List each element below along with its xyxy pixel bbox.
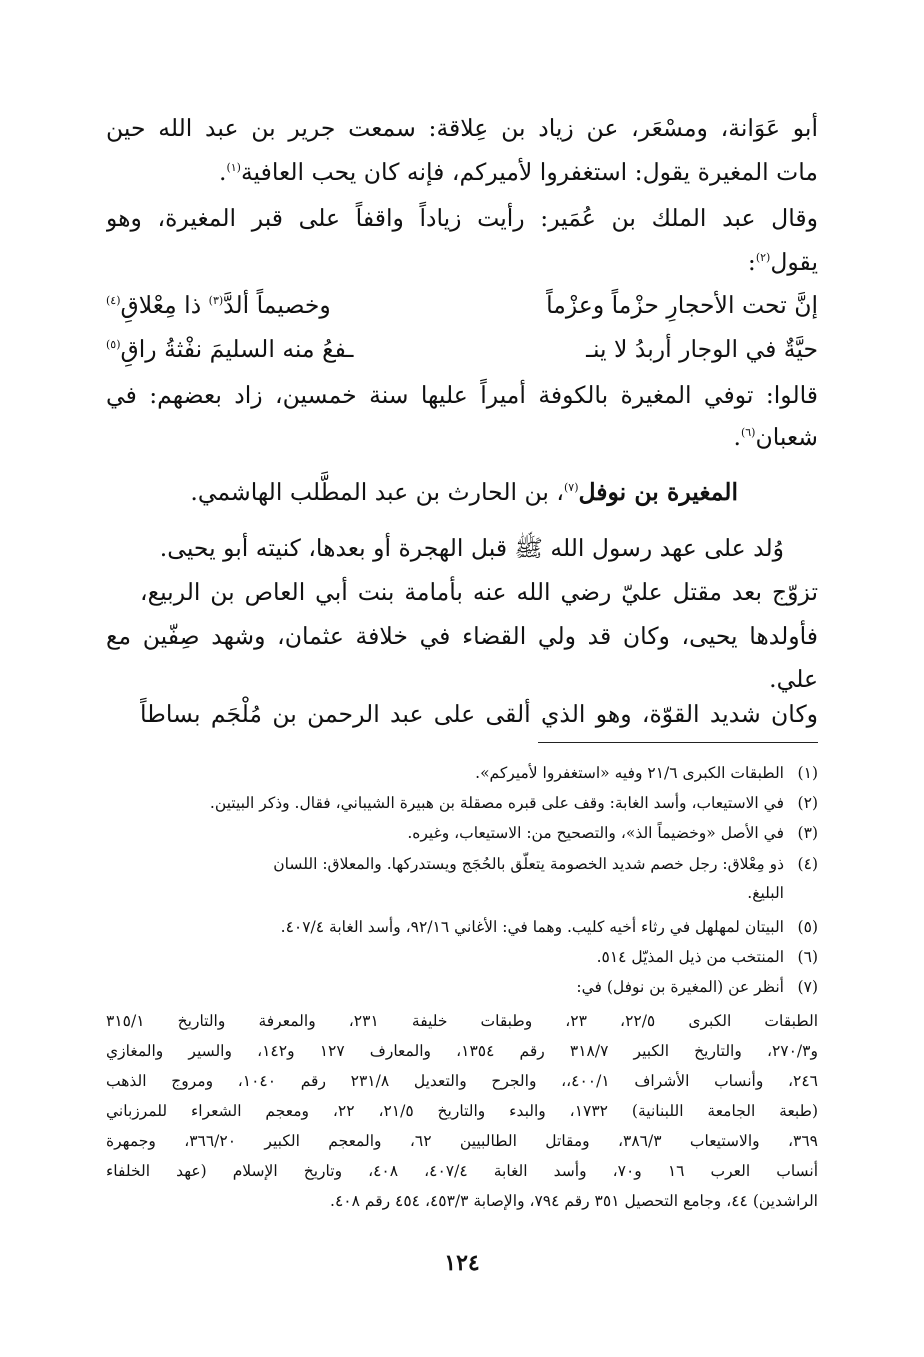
footnote-continuation: ٢٤٦، وأنساب الأشراف ٤٠٠/١،، والجرح والتعديل ٢٣١/٨ رقم ١٠٤٠، ومروج الذهب: [106, 1072, 818, 1090]
verse-second-hemistich: وخصيماً ألدَّ$^{(٣)}$ ذا مِعْلاقِ$^{(٤)}$: [106, 291, 331, 319]
footnote-ref: (٧): [563, 481, 579, 495]
footnote-ref: (٣): [208, 294, 224, 308]
footnote-ref: (٦): [740, 426, 756, 440]
body-line: وكان شديد القوّة، وهو الذي ألقى على عبد الرحمن بن مُلْجَم بساطاً: [140, 700, 818, 728]
footnote: (٤)ذو مِعْلاق: رجل خصم شديد الخصومة يتعلّق بالحُجَج ويستدركها. والمعلاق: اللسان: [273, 855, 818, 873]
footnote-separator: [538, 742, 818, 743]
entry-name: المغيرة بن نوفل: [578, 478, 738, 506]
body-line: وقال عبد الملك بن عُمَير: رأيت زياداً واقفاً على قبر المغيرة، وهو: [106, 204, 818, 232]
footnote-continuation: أنساب العرب ١٦ و٧٠، وأسد الغابة ٤٠٧/٤، ٤٠٨، وتاريخ الإسلام (عهد الخلفاء: [106, 1162, 818, 1180]
footnote: (٦)المنتخب من ذيل المذيّل ٥١٤.: [596, 948, 818, 966]
verse-second-hemistich: ـفعُ منه السليمَ نفْثةُ راقِ$^{(٥)}$: [106, 335, 354, 363]
footnote: (٥)البيتان لمهلهل في رثاء أخيه كليب. وهما في: الأغاني ٩٢/١٦، وأسد الغابة ٤٠٧/٤.: [280, 918, 818, 936]
footnote-continuation: الراشدين) ٤٤، وجامع التحصيل ٣٥١ رقم ٧٩٤، والإصابة ٤٥٣/٣، ٤٥٤ رقم ٤٠٨.: [330, 1192, 818, 1210]
footnote-ref: (٤): [106, 294, 121, 308]
footnote-continuation: ٣٦٩، والاستيعاب ٣٨٦/٣، ومقاتل الطالبيين ٦٢، والمعجم الكبير ٣٦٦/٢٠، وجمهرة: [106, 1132, 818, 1150]
footnote-continuation: (طبعة الجامعة اللبنانية) ١٧٣٢، والبدء والتاريخ ٢١/٥، ٢٢، ومعجم الشعراء للمرزباني: [106, 1102, 818, 1120]
body-line: مات المغيرة يقول: استغفروا لأميركم، فإنه كان يحب العافية$^{(١)}$.: [218, 158, 818, 186]
body-line: تزوّج بعد مقتل عليّ رضي الله عنه بأمامة بنت أبي العاص بن الربيع،: [140, 578, 818, 606]
footnote: (٣)في الأصل «وخضيماً الذ»، والتصحيح من: الاستيعاب، وغيره.: [407, 824, 818, 842]
footnote-continuation: و٢٧٠/٣، والتاريخ الكبير ٣١٨/٧ رقم ١٣٥٤، والمعارف ١٢٧ و١٤٢، والسير والمغازي: [106, 1042, 818, 1060]
footnote: (٧)أنظر عن (المغيرة بن نوفل) في:: [576, 978, 818, 996]
footnote: (٢)في الاستيعاب، وأسد الغابة: وقف على قبره مصقلة بن هبيرة الشيباني، فقال. وذكر البيتين.: [209, 794, 818, 812]
footnote-continuation: البليغ.: [747, 884, 784, 902]
poem-verse: [106, 327, 818, 371]
body-line: قالوا: توفي المغيرة بالكوفة أميراً عليها سنة خمسين، زاد بعضهم: في: [106, 381, 818, 409]
body-line: يقول$^{(٢)}$:: [747, 248, 818, 276]
poem-verse: [106, 283, 818, 327]
footnote: (١)الطبقات الكبرى ٢١/٦ وفيه «استغفروا لأميركم».: [475, 764, 818, 782]
entry-heading: المغيرة بن نوفل$^{(٧)}$، بن الحارث بن عبد المطَّلب الهاشمي.: [190, 478, 738, 506]
body-line: أبو عَوَانة، ومسْعَر، عن زياد بن عِلاقة: سمعت جرير بن عبد الله حين: [106, 114, 818, 142]
body-line: وُلد على عهد رسول الله ﷺ قبل الهجرة أو بعدها، كنيته أبو يحيى.: [159, 534, 784, 562]
body-line: علي.: [769, 665, 818, 693]
body-line: فأولدها يحيى، وكان قد ولي القضاء في خلافة عثمان، وشهد صِفّين مع: [106, 622, 818, 650]
footnote-ref: (١): [226, 161, 241, 175]
verse-first-hemistich: إنَّ تحت الأحجارِ حزْماً وعزْماً: [546, 291, 818, 319]
footnote-ref: (٥): [106, 338, 121, 352]
footnote-continuation: الطبقات الكبرى ٢٢/٥، ٢٣، وطبقات خليفة ٢٣١، والمعرفة والتاريخ ٣١٥/١: [106, 1012, 818, 1030]
verse-first-hemistich: حيَّةٌ في الوجار أربدُ لا ينـ: [586, 335, 818, 363]
footnote-ref: (٢): [755, 251, 771, 265]
body-line: شعبان$^{(٦)}$.: [733, 423, 818, 451]
page-number: ١٢٤: [444, 1250, 480, 1276]
